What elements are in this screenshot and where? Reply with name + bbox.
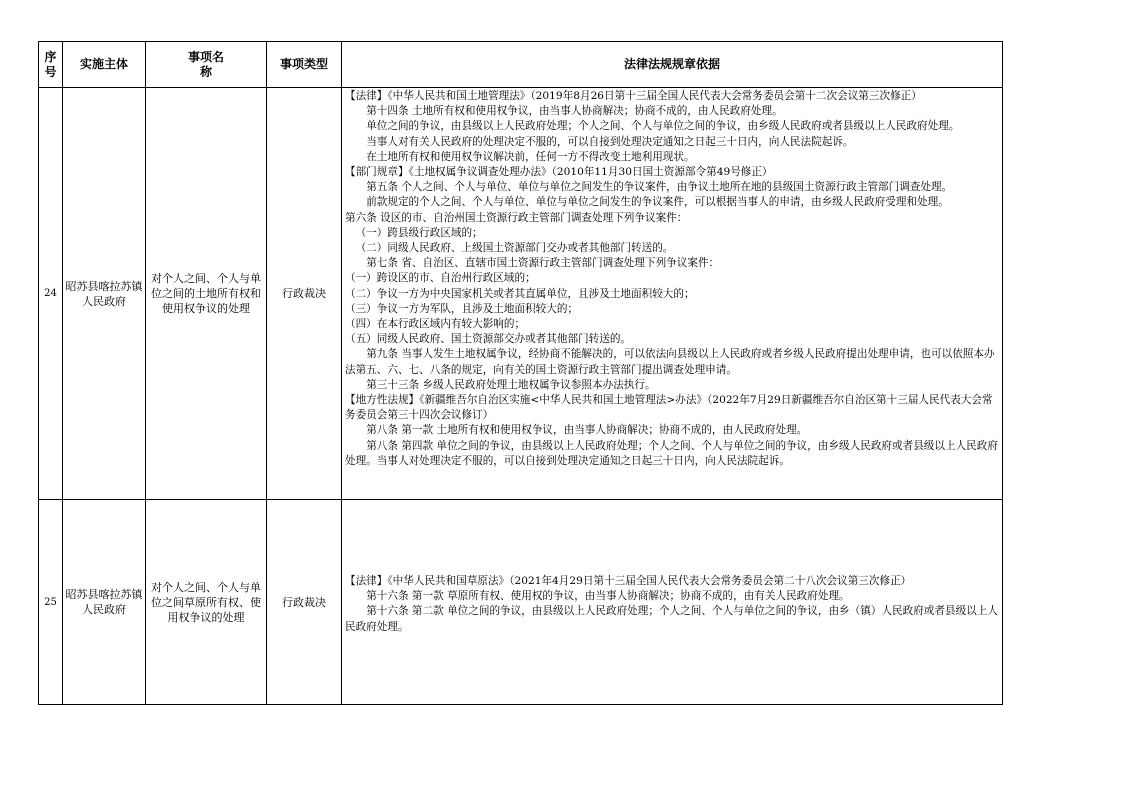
row-type: 行政裁决 (267, 500, 342, 705)
basis-line: 第六条 设区的市、自治州国土资源行政主管部门调查处理下列争议案件： (345, 211, 688, 224)
basis-line: 第八条 第四款 单位之间的争议，由县级以上人民政府处理；个人之间、个人与单位之间的争议，由乡级人民政府或者县级以上人民政府处理。当事人对处理决定不服的，可以自接到处理决定通知之日起三十日内，向人民法院起诉。 (345, 439, 998, 467)
basis-line: （二）同级人民政府、上级国土资源部门交办或者其他部门转送的。 (355, 242, 674, 255)
basis-line: 第十六条 第二款 单位之间的争议，由县级以上人民政府处理；个人之间、个人与单位之间的争议，由乡（镇）人民政府或者县级以上人民政府处理。 (345, 605, 998, 633)
basis-line: 第十六条 第一款 草原所有权、使用权的争议，由当事人协商解决；协商不成的，由有关人民政府处理。 (366, 590, 850, 603)
basis-text (342, 500, 1002, 635)
basis-line: 前款规定的个人之间、个人与单位、单位与单位之间发生的争议案件，可以根据当事人的申请，由乡级人民政府受理和处理。 (366, 196, 949, 209)
header-basis: 法律法规规章依据 (342, 42, 1003, 88)
basis-line: 单位之间的争议，由县级以上人民政府处理；个人之间、个人与单位之间的争议，由乡级人民政府或者县级以上人民政府处理。 (366, 120, 960, 133)
basis-line: 【部门规章】《土地权属争议调查处理办法》（2010年11月30日国土资源部令第49号修正） (345, 166, 773, 179)
regulation-table (38, 41, 1003, 705)
basis-line: 第十四条 土地所有权和使用权争议，由当事人协商解决；协商不成的，由人民政府处理。 (366, 105, 783, 118)
row-basis (342, 500, 1003, 705)
row-subject: 昭苏县喀拉苏镇人民政府 (63, 88, 146, 500)
basis-line: （五）同级人民政府、国土资源部交办或者其他部门转送的。 (345, 333, 632, 346)
row-type: 行政裁决 (267, 88, 342, 500)
basis-line: （四）在本行政区域内有较大影响的； (345, 318, 526, 331)
basis-line: 当事人对有关人民政府的处理决定不服的，可以自接到处理决定通知之日起三十日内，向人民法院起诉。 (366, 135, 854, 148)
basis-line: 第三十三条 乡级人民政府处理土地权属争议参照本办法执行。 (366, 378, 656, 391)
basis-text (342, 88, 1002, 499)
table-row (39, 88, 1003, 500)
row-basis (342, 88, 1003, 500)
basis-line: 第五条 个人之间、个人与单位、单位与单位之间发生的争议案件，由争议土地所在地的县级国土资源行政主管部门调查处理。 (366, 181, 953, 194)
basis-line: （一）跨县级行政区域的； (355, 226, 483, 239)
basis-line: 第八条 第一款 土地所有权和使用权争议，由当事人协商解决；协商不成的，由人民政府处理。 (366, 424, 808, 437)
row-subject: 昭苏县喀拉苏镇人民政府 (63, 500, 146, 705)
row-seq: 24 (39, 88, 63, 500)
header-seq: 序号 (39, 42, 63, 88)
table-row (39, 500, 1003, 705)
row-name: 对个人之间、个人与单位之间草原所有权、使用权争议的处理 (146, 500, 267, 705)
header-subject: 实施主体 (63, 42, 146, 88)
row-seq: 25 (39, 500, 63, 705)
basis-line: 【法律】《中华人民共和国土地管理法》（2019年8月26日第十三届全国人民代表大会常务委员会第十二次会议第三次修正） (345, 90, 922, 102)
header-row (39, 42, 1003, 88)
header-name: 事项名称 (146, 42, 267, 88)
basis-line: 第九条 当事人发生土地权属争议，经协商不能解决的，可以依法向县级以上人民政府或者乡级人民政府提出处理申请，也可以依照本办法第五、六、七、八条的规定，向有关的国土资源行政主管部门提出调查处理申请。 (345, 348, 995, 376)
basis-line: 【地方性法规】《新疆维吾尔自治区实施<中华人民共和国土地管理法>办法》（2022年7月29日新疆维吾尔自治区第十三届人民代表大会常务委员会第三十四次会议修订） (345, 394, 993, 422)
basis-line: 在土地所有权和使用权争议解决前，任何一方不得改变土地利用现状。 (366, 150, 695, 163)
basis-line: （一）跨设区的市、自治州行政区域的； (345, 272, 536, 285)
basis-line: （二）争议一方为中央国家机关或者其直属单位，且涉及土地面积较大的； (345, 287, 695, 300)
basis-line: 【法律】《中华人民共和国草原法》（2021年4月29日第十三届全国人民代表大会常务委员会第二十八次会议第三次修正） (345, 575, 912, 587)
row-name: 对个人之间、个人与单位之间的土地所有权和使用权争议的处理 (146, 88, 267, 500)
basis-line: 第七条 省、自治区、直辖市国土资源行政主管部门调查处理下列争议案件： (366, 257, 720, 270)
basis-line: （三）争议一方为军队，且涉及土地面积较大的； (345, 302, 579, 315)
header-type: 事项类型 (267, 42, 342, 88)
